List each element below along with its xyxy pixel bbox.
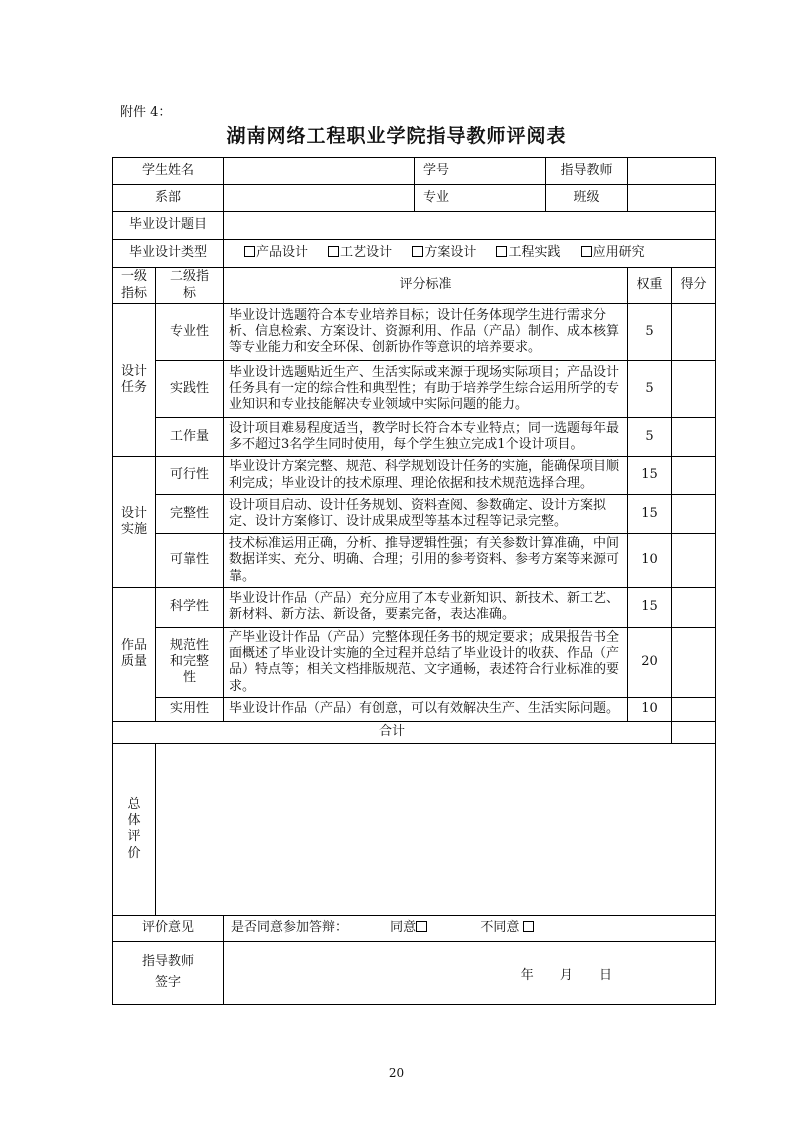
score-field[interactable] bbox=[672, 418, 716, 457]
weight-value: 5 bbox=[628, 418, 672, 457]
score-field[interactable] bbox=[672, 587, 716, 627]
design-topic-field[interactable] bbox=[224, 212, 716, 240]
sub-indicator: 规范性 和完整 性 bbox=[156, 627, 224, 697]
weight-value: 5 bbox=[628, 361, 672, 418]
student-name-field[interactable] bbox=[224, 158, 415, 185]
overall-row bbox=[113, 743, 716, 915]
review-form-table bbox=[112, 157, 716, 1005]
sub-indicator: 实践性 bbox=[156, 361, 224, 418]
design-type-option-research[interactable]: 应用研究 bbox=[581, 245, 645, 260]
criteria-row bbox=[113, 361, 716, 418]
section-design-implementation: 设计 实施 bbox=[113, 457, 156, 588]
criteria-text: 设计项目启动、设计任务规划、资料查阅、参数确定、设计方案拟定、设计方案修订、设计成果成型等基本过程等记录完整。 bbox=[224, 495, 628, 534]
signature-row bbox=[113, 941, 716, 1004]
score-field[interactable] bbox=[672, 304, 716, 361]
checkbox-icon[interactable] bbox=[581, 246, 592, 257]
weight-value: 5 bbox=[628, 304, 672, 361]
design-type-options bbox=[224, 240, 716, 268]
criteria-row bbox=[113, 627, 716, 697]
design-type-option-practice[interactable]: 工程实践 bbox=[496, 245, 560, 260]
info-row-1 bbox=[113, 158, 716, 185]
signature-field[interactable] bbox=[224, 941, 716, 1004]
score-header: 得分 bbox=[672, 268, 716, 304]
overall-label: 总 体 评 价 bbox=[113, 743, 156, 915]
criteria-row bbox=[113, 697, 716, 721]
weight-value: 15 bbox=[628, 457, 672, 495]
sub-indicator: 完整性 bbox=[156, 495, 224, 534]
criteria-text: 毕业设计方案完整、规范、科学规划设计任务的实施，能确保项目顺利完成；毕业设计的技术原理、理论依据和技术规范选择合理。 bbox=[224, 457, 628, 495]
defense-question: 是否同意参加答辩： bbox=[231, 920, 349, 936]
criteria-text: 毕业设计选题符合本专业培养目标；设计任务体现学生进行需求分析、信息检索、方案设计、资源利用、作品（产品）制作、成本核算等专业能力和安全环保、创新协作等意识的培养要求。 bbox=[224, 304, 628, 361]
disagree-option[interactable]: 不同意 bbox=[480, 920, 535, 935]
sub-indicator: 实用性 bbox=[156, 697, 224, 721]
score-field[interactable] bbox=[672, 495, 716, 534]
sub-indicator: 专业性 bbox=[156, 304, 224, 361]
score-field[interactable] bbox=[672, 627, 716, 697]
criteria-text: 毕业设计选题贴近生产、生活实际或来源于现场实际项目；产品设计任务具有一定的综合性和典型性；有助于培养学生综合运用所学的专业知识和专业技能解决专业领域中实际问题的能力。 bbox=[224, 361, 628, 418]
weight-value: 15 bbox=[628, 495, 672, 534]
topic-row bbox=[113, 212, 716, 240]
page-number: 20 bbox=[388, 1066, 405, 1080]
design-type-option-product[interactable]: 产品设计 bbox=[244, 245, 308, 260]
criteria-row bbox=[113, 495, 716, 534]
design-type-row bbox=[113, 240, 716, 268]
criteria-row bbox=[113, 457, 716, 495]
checkbox-icon[interactable] bbox=[496, 246, 507, 257]
section-design-task: 设计 任务 bbox=[113, 304, 156, 457]
attachment-label: 附件 4： bbox=[120, 105, 172, 120]
advisor-field[interactable] bbox=[628, 158, 716, 185]
weight-header: 权重 bbox=[628, 268, 672, 304]
checkbox-icon[interactable] bbox=[412, 246, 423, 257]
department-label: 系部 bbox=[113, 185, 224, 212]
weight-value: 10 bbox=[628, 534, 672, 588]
agree-option[interactable]: 同意 bbox=[390, 920, 428, 935]
level2-header: 二级指 标 bbox=[156, 268, 224, 304]
criteria-text: 设计项目难易程度适当，教学时长符合本专业特点；同一选题每年最多不超过3名学生同时使用，每个学生独立完成1个设计项目。 bbox=[224, 418, 628, 457]
total-label: 合计 bbox=[113, 721, 672, 743]
criteria-text: 技术标准运用正确，分析、推导逻辑性强；有关参数计算准确，中间数据详实、充分、明确、合理；引用的参考资料、参考方案等来源可靠。 bbox=[224, 534, 628, 588]
criteria-row bbox=[113, 418, 716, 457]
sub-indicator: 科学性 bbox=[156, 587, 224, 627]
checkbox-icon[interactable] bbox=[416, 921, 427, 932]
criteria-text: 毕业设计作品（产品）充分应用了本专业新知识、新技术、新工艺、新材料、新方法、新设备，要素完备，表达准确。 bbox=[224, 587, 628, 627]
criteria-row bbox=[113, 534, 716, 588]
design-type-option-process[interactable]: 工艺设计 bbox=[328, 245, 392, 260]
level1-header: 一级 指标 bbox=[113, 268, 156, 304]
checkbox-icon[interactable] bbox=[523, 921, 534, 932]
design-type-label: 毕业设计类型 bbox=[113, 240, 224, 268]
weight-value: 20 bbox=[628, 627, 672, 697]
page-title: 湖南网络工程职业学院指导教师评阅表 bbox=[226, 125, 567, 147]
advisor-label: 指导教师 bbox=[546, 158, 628, 185]
opinion-content bbox=[224, 915, 716, 941]
sub-indicator: 可行性 bbox=[156, 457, 224, 495]
checkbox-icon[interactable] bbox=[244, 246, 255, 257]
design-type-option-scheme[interactable]: 方案设计 bbox=[412, 245, 476, 260]
weight-value: 10 bbox=[628, 697, 672, 721]
student-name-label: 学生姓名 bbox=[113, 158, 224, 185]
major-label: 专业 bbox=[415, 185, 546, 212]
criteria-text: 毕业设计作品（产品）有创意，可以有效解决生产、生活实际问题。 bbox=[224, 697, 628, 721]
weight-value: 15 bbox=[628, 587, 672, 627]
sub-indicator: 工作量 bbox=[156, 418, 224, 457]
class-label: 班级 bbox=[546, 185, 628, 212]
criteria-header: 评分标准 bbox=[224, 268, 628, 304]
opinion-label: 评价意见 bbox=[113, 915, 224, 941]
criteria-text: 产毕业设计作品（产品）完整体现任务书的规定要求；成果报告书全面概述了毕业设计实施的全过程并总结了毕业设计的收获、作品（产品）特点等；相关文档排版规范、文字通畅，表述符合行业标准的要求。 bbox=[224, 627, 628, 697]
total-row bbox=[113, 721, 716, 743]
opinion-row bbox=[113, 915, 716, 941]
overall-evaluation-field[interactable] bbox=[156, 743, 716, 915]
criteria-row bbox=[113, 587, 716, 627]
class-field[interactable] bbox=[628, 185, 716, 212]
score-field[interactable] bbox=[672, 457, 716, 495]
department-field[interactable] bbox=[224, 185, 415, 212]
student-id-label: 学号 bbox=[415, 158, 546, 185]
score-field[interactable] bbox=[672, 534, 716, 588]
checkbox-icon[interactable] bbox=[328, 246, 339, 257]
section-work-quality: 作品 质量 bbox=[113, 587, 156, 721]
signature-label: 指导教师 签字 bbox=[113, 941, 224, 1004]
criteria-row bbox=[113, 304, 716, 361]
design-topic-label: 毕业设计题目 bbox=[113, 212, 224, 240]
signature-date: 年 月 日 bbox=[520, 967, 613, 983]
sub-indicator: 可靠性 bbox=[156, 534, 224, 588]
info-row-2 bbox=[113, 185, 716, 212]
score-field[interactable] bbox=[672, 361, 716, 418]
score-field[interactable] bbox=[672, 697, 716, 721]
total-score-field[interactable] bbox=[672, 721, 716, 743]
criteria-header-row bbox=[113, 268, 716, 304]
